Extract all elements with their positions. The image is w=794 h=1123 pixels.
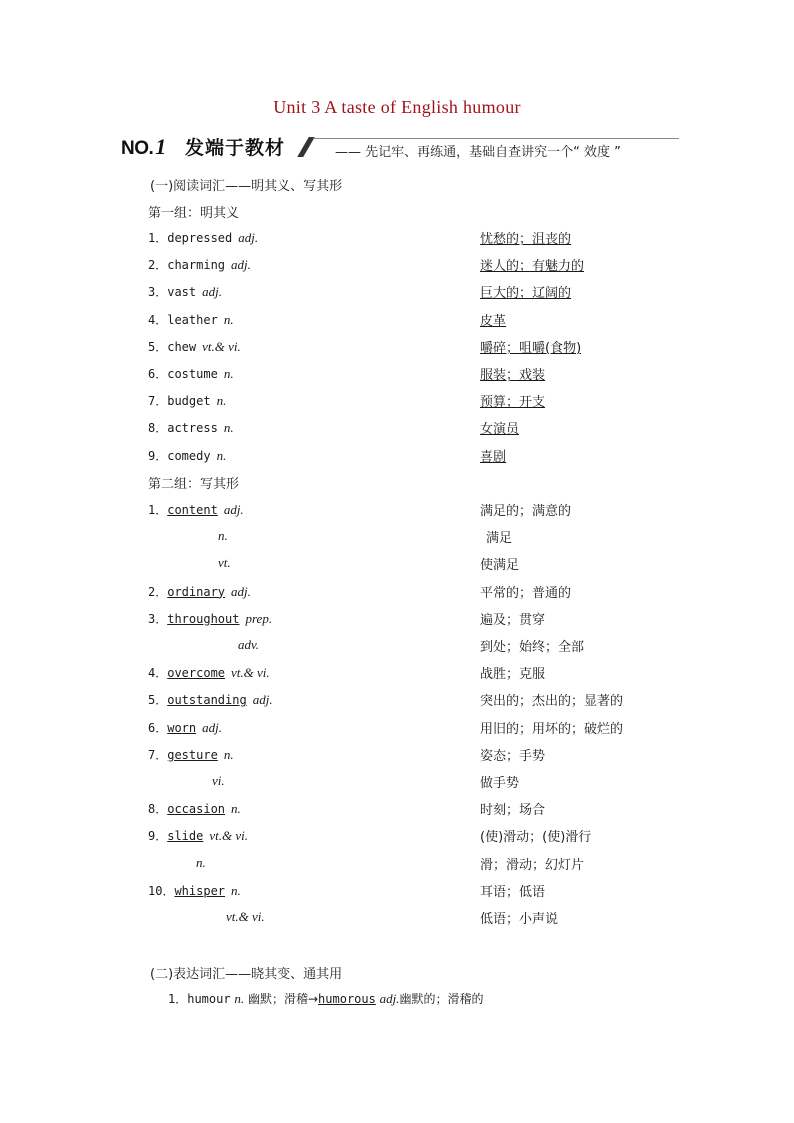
vocab-word: vast <box>167 285 197 300</box>
part-of-speech: vt. <box>218 555 231 571</box>
part-of-speech: n. <box>218 528 228 544</box>
part-of-speech: n. <box>223 311 234 327</box>
part-of-speech: prep. <box>245 610 273 626</box>
vocab-entry <box>148 800 241 817</box>
vocab-entry <box>148 283 222 300</box>
chinese-meaning: 滑；滑动；幻灯片 <box>480 857 585 873</box>
chinese-meaning: 女演员 <box>480 422 520 438</box>
part-of-speech: n. <box>223 420 234 436</box>
chinese-meaning: 忧愁的；沮丧的 <box>480 232 572 247</box>
part-of-speech: adj. <box>202 719 223 735</box>
vocab-entry <box>218 528 228 544</box>
item-number: 4． <box>148 666 168 681</box>
vocab-entry <box>148 719 222 736</box>
vocab-row <box>0 555 794 575</box>
banner-number: NO.1 <box>121 134 166 159</box>
group-label-meaning: 第一组：明其义 <box>148 206 240 221</box>
part-of-speech: n. <box>216 447 227 463</box>
vocab-row <box>0 528 794 548</box>
banner-heading: 发端于教材 <box>185 137 286 159</box>
vocab-word: budget <box>167 394 211 409</box>
vocab-entry <box>148 256 251 273</box>
chinese-meaning: 平常的；普通的 <box>480 585 572 601</box>
part-of-speech: adj. <box>202 284 223 300</box>
item-number: 8． <box>148 802 168 817</box>
vocab-entry <box>148 583 251 600</box>
vocab-word: throughout <box>167 611 240 626</box>
part-of-speech: n. <box>216 393 227 409</box>
vocab-word: slide <box>167 829 204 844</box>
chinese-meaning: 耳语；低语 <box>480 884 546 900</box>
vocab-word: leather <box>167 312 218 327</box>
chinese-meaning: 巨大的；辽阔的 <box>480 286 572 302</box>
vocab-entry <box>148 311 234 328</box>
vocab-word: actress <box>167 421 218 436</box>
vocab-entry <box>148 664 270 681</box>
chinese-meaning: 喜剧 <box>480 449 507 465</box>
vocab-row <box>0 283 794 303</box>
section-heading-expression-vocab: (二)表达词汇——晓其变、通其用 <box>150 967 343 982</box>
vocab-row <box>0 882 794 902</box>
vocab-entry <box>148 365 234 382</box>
part-of-speech: vt.& vi. <box>231 665 270 681</box>
part-of-speech: n. <box>231 882 241 898</box>
vocab-row <box>0 229 794 249</box>
item-number: 3． <box>148 611 168 626</box>
item-number: 3． <box>148 285 168 300</box>
vocab-entry <box>148 746 234 763</box>
item-number: 2． <box>148 584 168 599</box>
vocab-row <box>0 719 794 739</box>
vocab-word: ordinary <box>167 584 226 599</box>
chinese-meaning: 用旧的；用坏的；破烂的 <box>480 721 624 737</box>
chinese-meaning: 预算；开支 <box>480 395 546 411</box>
vocab-row <box>0 691 794 711</box>
part-of-speech: adj. <box>252 692 273 708</box>
vocab-word: costume <box>167 367 218 381</box>
vocab-row <box>0 610 794 630</box>
chinese-meaning: 迷人的；有魅力的 <box>480 259 585 275</box>
vocab-row <box>0 746 794 766</box>
vocab-word: occasion <box>167 802 226 817</box>
vocab-row <box>0 447 794 467</box>
part-of-speech: n. <box>196 854 206 870</box>
chinese-meaning: 嚼碎；咀嚼(食物) <box>480 340 582 356</box>
chinese-meaning: 低语；小声说 <box>480 912 559 927</box>
vocab-row <box>0 773 794 793</box>
item-number: 5． <box>148 693 168 708</box>
item-number: 10． <box>148 883 175 898</box>
vocab-entry <box>148 338 241 355</box>
item-number: 9． <box>148 829 168 844</box>
vocab-row <box>0 419 794 439</box>
vocab-entry <box>196 855 206 871</box>
vocab-word: chew <box>167 339 197 354</box>
item-number: 9． <box>148 448 168 463</box>
chinese-meaning: 到处；始终；全部 <box>480 640 585 655</box>
vocab-row <box>0 827 794 847</box>
vocab-entry <box>148 882 241 899</box>
chinese-meaning: 做手势 <box>480 776 520 791</box>
part-of-speech: vi. <box>212 773 225 788</box>
vocab-word: comedy <box>167 448 211 463</box>
vocab-entry <box>148 419 234 436</box>
chinese-meaning: 姿态；手势 <box>480 748 546 764</box>
vocab-entry <box>148 392 226 409</box>
vocab-row <box>0 800 794 820</box>
chinese-meaning: 遍及；贯穿 <box>480 612 546 628</box>
vocab-word: worn <box>167 720 197 735</box>
item-number: 8． <box>148 421 168 436</box>
chinese-meaning: 皮革 <box>480 313 507 329</box>
chinese-meaning: 时刻；场合 <box>480 803 546 819</box>
vocab-word: whisper <box>174 883 226 898</box>
section-heading-reading-vocab: (一)阅读词汇——明其义、写其形 <box>150 179 343 194</box>
item-number: 1． <box>148 231 168 245</box>
vocab-entry <box>238 637 259 653</box>
vocab-entry <box>148 610 272 627</box>
vocab-entry <box>148 827 248 844</box>
vocab-entry <box>148 691 273 708</box>
vocab-row <box>0 501 794 521</box>
part-of-speech: n. <box>223 746 234 762</box>
part-of-speech: adv. <box>238 637 260 652</box>
part-of-speech: vt.& vi. <box>209 828 248 844</box>
vocab-entry <box>212 773 225 789</box>
item-number: 6． <box>148 720 168 735</box>
vocab-word: overcome <box>167 666 226 681</box>
banner-rule <box>313 138 679 139</box>
chinese-meaning: 服装；戏装 <box>480 368 546 383</box>
part-of-speech: vt.& vi. <box>226 909 265 924</box>
vocab-entry <box>148 501 244 518</box>
vocab-entry <box>148 229 258 246</box>
vocab-row <box>0 338 794 358</box>
chinese-meaning: 使满足 <box>480 558 520 574</box>
vocab-row <box>0 664 794 684</box>
part-of-speech: n. <box>231 801 241 817</box>
chinese-meaning: 满足 <box>486 531 513 547</box>
vocab-entry <box>148 447 226 464</box>
part-of-speech: adj. <box>223 502 244 517</box>
banner-subtitle: —— 先记牢、再练通，基础自查讲究一个“ 效度 ” <box>335 145 621 160</box>
item-number: 6． <box>148 367 168 381</box>
part-of-speech: adj. <box>238 230 259 245</box>
item-number: 7． <box>148 747 168 762</box>
section-banner <box>121 134 681 158</box>
vocab-entry <box>218 555 231 571</box>
vocab-row <box>0 365 794 385</box>
item-number: 4． <box>148 312 168 327</box>
part-of-speech: adj. <box>231 583 251 599</box>
chinese-meaning: 满足的；满意的 <box>480 504 572 519</box>
banner-slash-divider <box>297 137 315 157</box>
vocab-row <box>0 256 794 276</box>
vocab-row <box>0 855 794 875</box>
vocab-row <box>0 583 794 603</box>
expression-item-1: 1．humour n. 幽默；滑稽→humorous adj.幽默的；滑稽的 <box>168 991 484 1006</box>
part-of-speech: n. <box>223 366 234 381</box>
vocab-word: depressed <box>167 231 233 245</box>
chinese-meaning: (使)滑动；(使)滑行 <box>480 830 592 846</box>
item-number: 7． <box>148 394 168 409</box>
vocab-word: outstanding <box>167 693 247 708</box>
item-number: 2． <box>148 258 168 273</box>
vocab-row <box>0 637 794 657</box>
part-of-speech: adj. <box>231 257 251 273</box>
chinese-meaning: 突出的；杰出的；显著的 <box>480 694 624 710</box>
vocab-row <box>0 909 794 929</box>
vocab-word: content <box>167 503 218 517</box>
item-number: 1． <box>148 503 168 517</box>
group-label-form: 第二组：写其形 <box>148 477 240 492</box>
vocab-entry <box>226 909 265 925</box>
vocab-row <box>0 311 794 331</box>
vocab-word: gesture <box>167 747 218 762</box>
chinese-meaning: 战胜；克服 <box>480 667 546 683</box>
vocab-row <box>0 392 794 412</box>
part-of-speech: vt.& vi. <box>202 338 241 354</box>
item-number: 5． <box>148 339 168 354</box>
page-title: Unit 3 A taste of English humour <box>273 97 521 117</box>
vocab-word: charming <box>167 258 226 273</box>
